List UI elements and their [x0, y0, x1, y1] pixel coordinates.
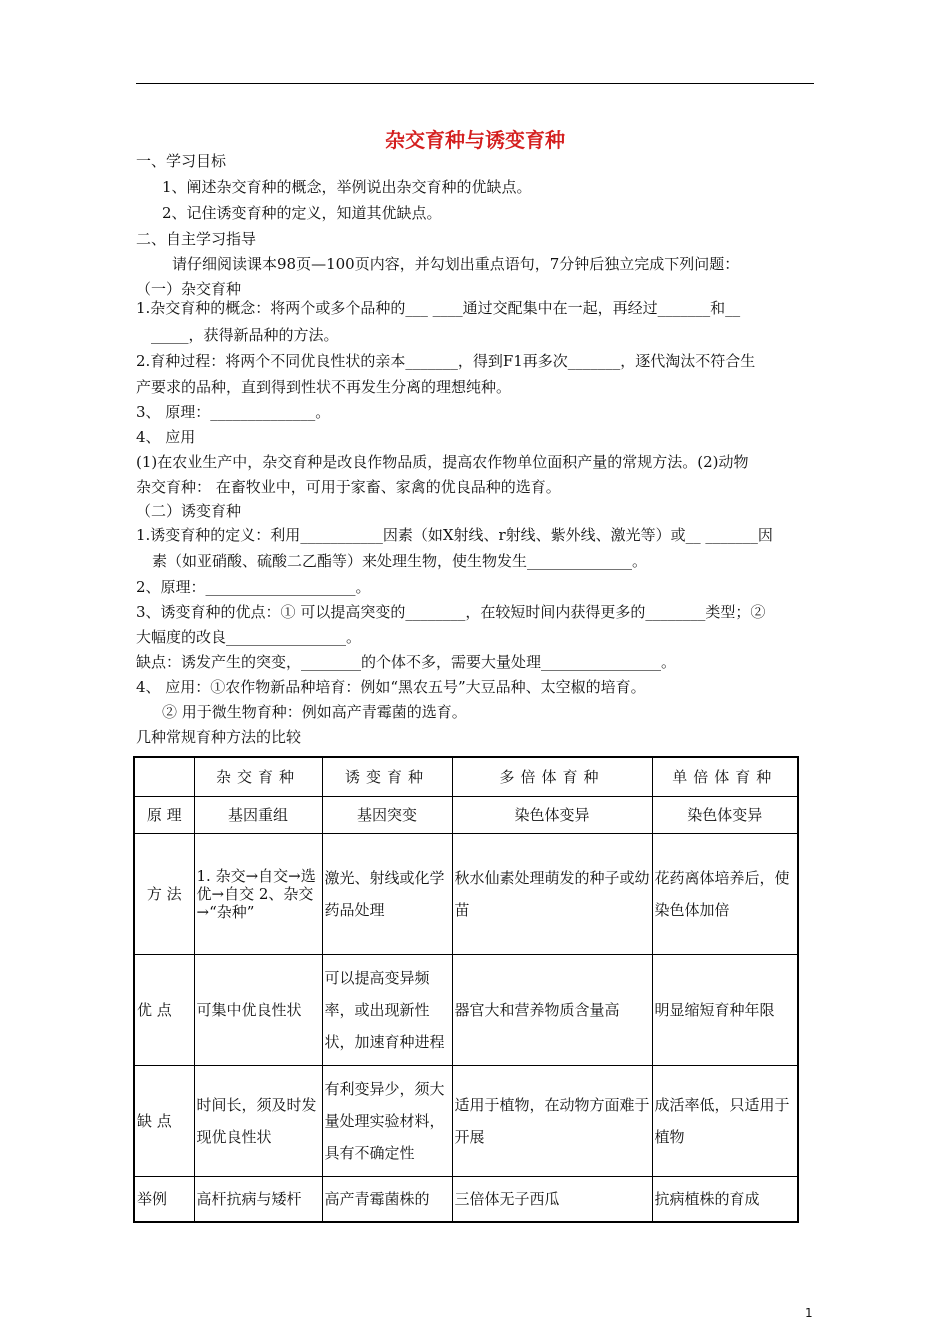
- table-row: [134, 955, 798, 1066]
- table-cell: 高产青霉菌株的: [322, 1177, 452, 1223]
- mutation-application-2: ② 用于微生物育种：例如高产青霉菌的选育。: [162, 703, 467, 721]
- table-cell: 适用于植物，在动物方面难于开展: [452, 1066, 652, 1177]
- table-cell: 花药离体培养后，使染色体加倍: [652, 834, 798, 955]
- mutation-advantage-line1: 3、诱变育种的优点：① 可以提高突变的________，在较短时间内获得更多的________类型；②: [136, 603, 766, 621]
- cross-concept-line1: 1.杂交育种的概念：将两个或多个品种的___ ____通过交配集中在一起，再经过_______和__: [136, 299, 741, 317]
- subheading-cross-breeding: （一）杂交育种: [136, 280, 242, 298]
- cross-application-line1: (1)在农业生产中，杂交育种是改良作物品质，提高农作物单位面积产量的常规方法。(2)动物: [136, 453, 749, 471]
- mutation-application-1: 4、 应用：①农作物新品种培育：例如“黑农五号”大豆品种、太空椒的培育。: [136, 678, 646, 696]
- mutation-disadvantage: 缺点：诱发产生的突变，________的个体不多，需要大量处理________________。: [136, 653, 677, 671]
- row-label: 优 点: [134, 955, 194, 1066]
- table-cell: 可集中优良性状: [194, 955, 322, 1066]
- mutation-definition-line2: 素（如亚硝酸、硫酸二乙酯等）来处理生物，使生物发生______________。: [152, 552, 648, 570]
- mutation-definition-line1: 1.诱变育种的定义：利用___________因素（如X射线、r射线、紫外线、激光等）或__ _______因: [136, 526, 773, 544]
- top-rule: [136, 83, 814, 84]
- table-header-cell: 单倍体育种: [652, 757, 798, 797]
- table-cell: 染色体变异: [652, 797, 798, 834]
- mutation-advantage-line2: 大幅度的改良________________。: [136, 628, 362, 646]
- cross-process-line1: 2.育种过程：将两个不同优良性状的亲本_______，得到F1再多次_______，逐代淘汰不符合生: [136, 352, 756, 370]
- table-row: [134, 1066, 798, 1177]
- table-cell: 器官大和营养物质含量高: [452, 955, 652, 1066]
- table-cell: 可以提高变异频率，或出现新性状，加速育种进程: [322, 955, 452, 1066]
- table-header-cell: 多倍体育种: [452, 757, 652, 797]
- table-cell: 有利变异少，须大量处理实验材料，具有不确定性: [322, 1066, 452, 1177]
- mutation-principle: 2、原理：____________________。: [136, 578, 371, 596]
- table-cell: 时间长，须及时发现优良性状: [194, 1066, 322, 1177]
- table-cell: 染色体变异: [452, 797, 652, 834]
- page-number: 1: [805, 1306, 813, 1320]
- page-title: 杂交育种与诱变育种: [385, 128, 565, 152]
- row-label: 举例: [134, 1177, 194, 1223]
- table-cell: 抗病植株的育成: [652, 1177, 798, 1223]
- cross-process-line2: 产要求的品种，直到得到性状不再发生分离的理想纯种。: [136, 378, 512, 396]
- table-row: [134, 834, 798, 955]
- table-cell: 三倍体无子西瓜: [452, 1177, 652, 1223]
- table-cell: 明显缩短育种年限: [652, 955, 798, 1066]
- goal-2: 2、记住诱变育种的定义，知道其优缺点。: [162, 204, 442, 222]
- table-cell: 秋水仙素处理萌发的种子或幼苗: [452, 834, 652, 955]
- subheading-mutation-breeding: （二）诱变育种: [136, 502, 242, 520]
- goal-1: 1、阐述杂交育种的概念，举例说出杂交育种的优缺点。: [162, 178, 532, 196]
- table-header-row: [134, 757, 798, 797]
- guide-instruction: 请仔细阅读课本98页—100页内容，并勾划出重点语句，7分钟后独立完成下列问题：: [172, 255, 740, 273]
- table-header-cell: [134, 757, 194, 797]
- section-heading-goals: 一、学习目标: [136, 152, 227, 170]
- cross-application-line2: 杂交育种： 在畜牧业中，可用于家畜、家禽的优良品种的选育。: [136, 478, 561, 496]
- table-row: [134, 1177, 798, 1223]
- cross-principle: 3、 原理：______________。: [136, 403, 331, 421]
- cross-concept-line2: _____，获得新品种的方法。: [151, 326, 339, 344]
- table-header-cell: 杂交育种: [194, 757, 322, 797]
- cross-application-heading: 4、 应用: [136, 428, 196, 446]
- table-row: [134, 797, 798, 834]
- breeding-comparison-table: [133, 756, 799, 1223]
- table-cell: 成活率低，只适用于植物: [652, 1066, 798, 1177]
- comparison-heading: 几种常规育种方法的比较: [136, 728, 302, 746]
- row-label: 原 理: [134, 797, 194, 834]
- table-cell: 1. 杂交→自交→选优→自交 2、杂交→“杂种”: [194, 834, 322, 955]
- table-cell: 基因重组: [194, 797, 322, 834]
- row-label: 缺 点: [134, 1066, 194, 1177]
- section-heading-guide: 二、自主学习指导: [136, 230, 257, 248]
- table-header-cell: 诱变育种: [322, 757, 452, 797]
- table-cell: 高杆抗病与矮杆: [194, 1177, 322, 1223]
- table-cell: 激光、射线或化学药品处理: [322, 834, 452, 955]
- table-cell: 基因突变: [322, 797, 452, 834]
- row-label: 方 法: [134, 834, 194, 955]
